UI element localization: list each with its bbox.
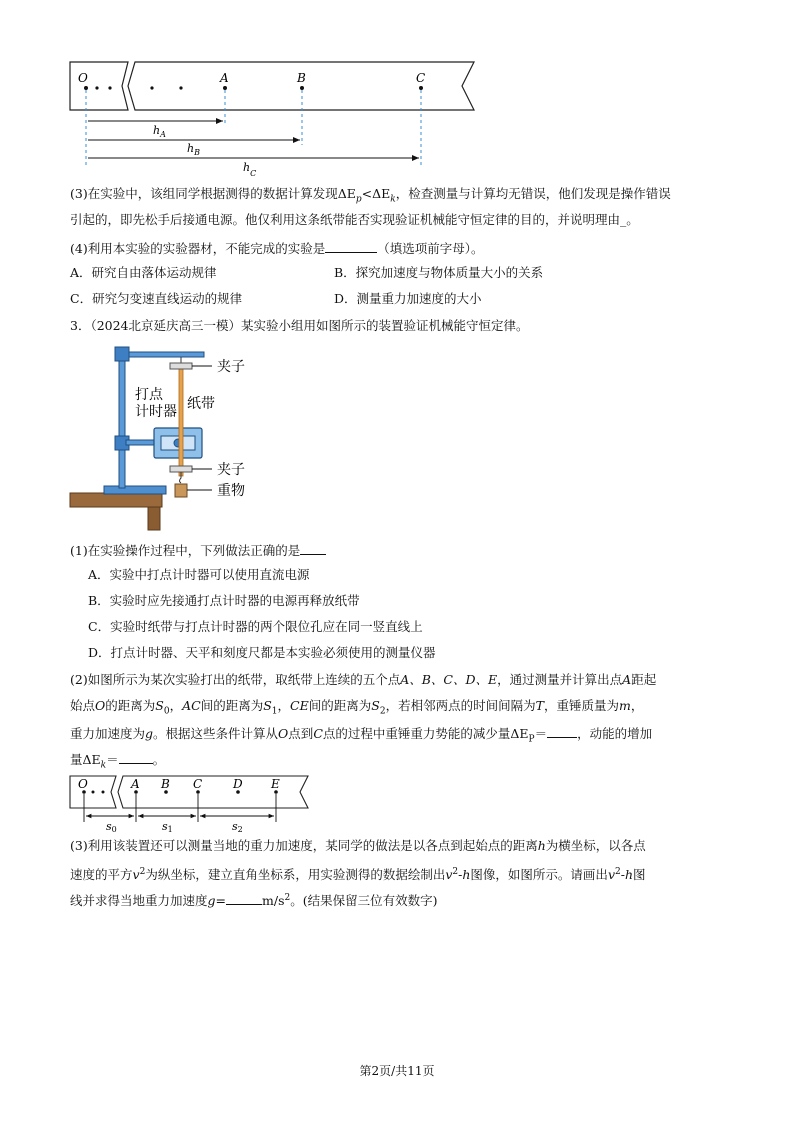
tape1-label-o: O (78, 71, 88, 85)
fig-label-tape: 纸带 (187, 396, 215, 412)
q4-option-d: D．测量重力加速度的大小 (334, 291, 482, 306)
tape2-label-a: A (131, 777, 140, 791)
q4-option-b: B．探究加速度与物体质量大小的关系 (334, 265, 544, 280)
tape1-label-a: A (220, 71, 229, 85)
fig-label-clip-top: 夹子 (217, 359, 245, 375)
p3q2-line-1: (2)如图所示为某次实验打出的纸带，取纸带上连续的五个点A、B、C、D、E，通过测量并计算出点A距起 (70, 672, 657, 687)
q3-line-2: 引起的，即先松手后接通电源。他仅利用这条纸带能否实现验证机械能守恒定律的目的，并说明理由_。 (70, 212, 639, 227)
p3q2-line-2: 始点O的距离为$S_0$，AC间的距离为$S_1$，CE间的距离为$S_2$，若相邻两点的时间间隔为T，重锤质量为m， (70, 698, 644, 717)
page-footer: 第2页/共11页 (359, 1064, 435, 1078)
tape1-dim-hb: $h_B$ (187, 142, 200, 157)
tape2-dim-s1: s1 (162, 820, 173, 834)
p3q3-line-3: 线并求得当地重力加速度$g= m/s^2$。(结果保留三位有效数字) (70, 893, 438, 909)
p3q2-kinetic-blank[interactable] (119, 750, 153, 764)
paper-tape-figure-2 (0, 770, 794, 834)
fig-label-clip-bottom: 夹子 (217, 462, 245, 478)
p3q2-line-4: 量$\Delta E_k=$ 。 (70, 752, 166, 771)
fig-label-weight: 重物 (217, 483, 245, 499)
p3q2-potential-blank[interactable] (547, 724, 577, 738)
p3q1-option-b: B．实验时应先接通打点计时器的电源再释放纸带 (88, 593, 360, 608)
tape2-label-d: D (233, 777, 243, 791)
p3q1-option-c: C．实验时纸带与打点计时器的两个限位孔应在同一竖直线上 (88, 619, 423, 634)
q4-option-c: C．研究匀变速直线运动的规律 (70, 291, 243, 306)
p3q3-gravity-blank[interactable] (226, 891, 262, 905)
tape2-dim-s0: s0 (106, 820, 117, 834)
p3q1-stem: (1)在实验操作过程中，下列做法正确的是 (70, 541, 730, 559)
p3q3-line-2: 速度的平方$v^2$为纵坐标，建立直角坐标系，用实验测得的数据绘制出$v^2-h$图像，如图所示。请画出$v^2-h$图 (70, 867, 646, 883)
q4-option-a: A．研究自由落体运动规律 (70, 265, 217, 280)
tape1-dim-hc: $h_C$ (243, 161, 257, 178)
q4-answer-blank[interactable] (325, 239, 377, 253)
p3q1-option-d: D．打点计时器、天平和刻度尺都是本实验必须使用的测量仪器 (88, 645, 436, 660)
paper-tape-figure-1 (0, 0, 794, 180)
q4-stem: (4)利用本实验的实验器材，不能完成的实验是 （填选项前字母）。 (70, 241, 484, 256)
apparatus-figure (60, 336, 300, 536)
tape1-dim-ha: $h_A$ (153, 124, 166, 139)
p3q2-line-3: 重力加速度为g。根据这些条件计算从O点到C点的过程中重锤重力势能的减少量$\Delta E_P=$ ，动能的增加 (70, 726, 653, 745)
tape1-label-c: C (416, 71, 426, 85)
p3q1-answer-blank[interactable] (300, 541, 326, 555)
fig-label-timer-2: 计时器 (135, 404, 177, 420)
problem3-title: 3．（2024北京延庆高三一模）某实验小组用如图所示的装置验证机械能守恒定律。 (70, 318, 529, 333)
p3q1-option-a: A．实验中打点计时器可以使用直流电源 (88, 567, 310, 582)
q3-line-1: (3)在实验中，该组同学根据测得的数据计算发现$\Delta E_p<\Delta E_k$，检查测量与计算均无错误，他们发现是操作错误 (70, 186, 671, 205)
tape2-label-e: E (271, 777, 280, 791)
tape2-dim-s2: s2 (232, 820, 243, 834)
tape2-label-b: B (161, 777, 170, 791)
tape1-label-b: B (297, 71, 306, 85)
fig-label-timer-1: 打点 (135, 387, 163, 403)
tape2-label-o: O (78, 777, 88, 791)
p3q3-line-1: (3)利用该装置还可以测量当地的重力加速度，某同学的做法是以各点到起始点的距离h为横坐标，以各点 (70, 838, 646, 853)
tape2-label-c: C (193, 777, 203, 791)
